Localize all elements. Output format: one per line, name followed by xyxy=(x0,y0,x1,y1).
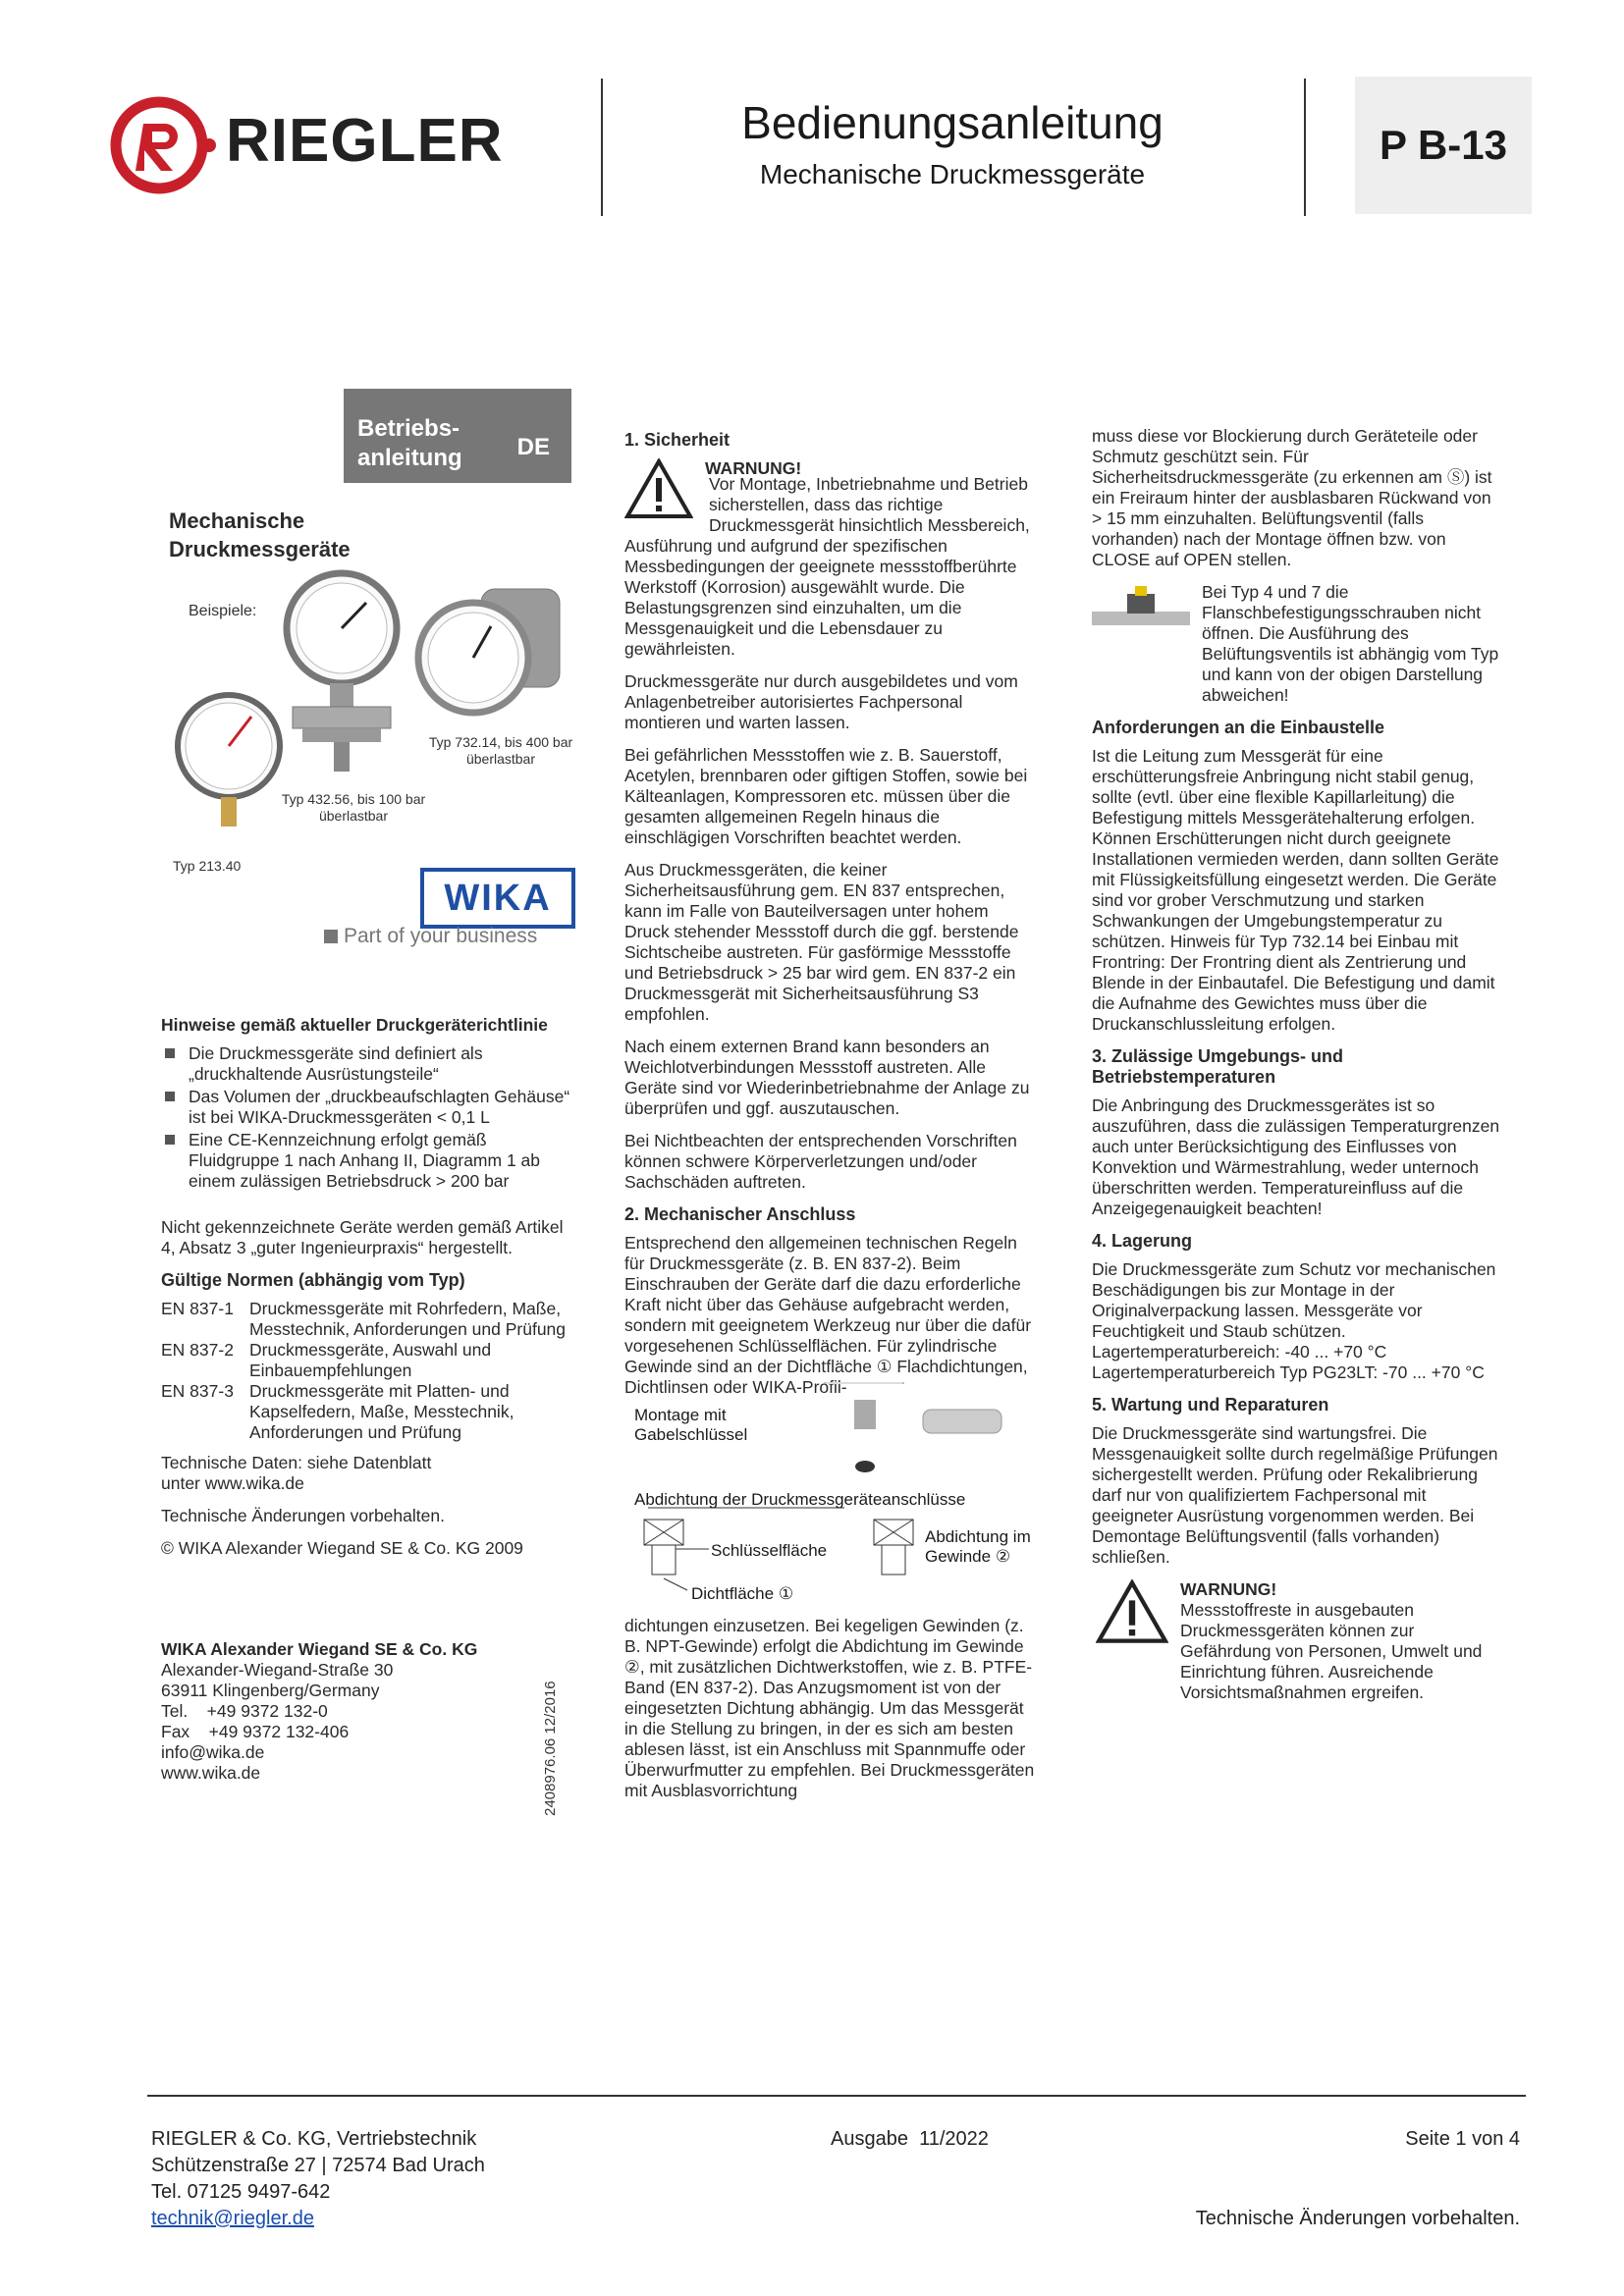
section-title-sicherheit: 1. Sicherheit xyxy=(624,430,731,450)
norm-row xyxy=(161,1340,573,1381)
wika-slogan: Part of your business xyxy=(344,925,538,947)
paragraph: Die Druckmessgeräte sind wartungsfrei. Die Messgenauigkeit sollte durch regelmäßige Prüfungen sichergestellt werden. Prüfung oder Rekalibrierung darf nur von qualifiziertem Fachpersonal mit geeigneter Ausrüstung vorgenommen werden. Bei Demontage Belüftungsventil (falls vorhanden) schließen. xyxy=(1092,1423,1498,1567)
connection-figure xyxy=(628,1382,1031,1608)
norm-text: Druckmessgeräte, Auswahl und Einbauempfehlungen xyxy=(249,1340,492,1380)
hinweise-title: Hinweise gemäß aktueller Druckgeräterichtlinie xyxy=(161,1015,548,1035)
paragraph: Ist die Leitung zum Messgerät für eine erschütterungsfreie Anbringung nicht stabil genug, sollte (evtl. über eine flexible Kapillarleitung) die Befestigung mittels Messgerätehalterung erfolgen. Können Erschütterungen nicht durch geeignete Installationen vermieden werden, dann sollten Geräte mit Flüssigkeitsfüllung eingesetzt werden. Die Geräte sind vor grober Verschmutzung und starken Schwankungen der Umgebungstemperatur zu schützen. Hinweis für Typ 732.14 bei Einbau mit Frontring: Der Frontring dient als Zentrierung und Blende in der Einbautafel. Die Befestigung und damit die Aufnahme des Gewichtes muss über die Druckanschlussleitung erfolgen. xyxy=(1092,746,1499,1034)
list-item: Eine CE-Kennzeichnung erfolgt gemäß Fluidgruppe 1 nach Anhang II, Diagramm 1 ab einem zulässigen Betriebsdruck > 200 bar xyxy=(161,1130,573,1192)
fig-label-typ-732: Typ 732.14, bis 400 bar überlastbar xyxy=(428,734,573,767)
brand-name: RIEGLER xyxy=(226,107,504,175)
footer-edition: Ausgabe 11/2022 xyxy=(831,2128,989,2150)
fig-schluessel-label: Schlüsselfläche xyxy=(711,1541,828,1560)
warning-title: WARNUNG! xyxy=(705,458,802,478)
manual-tag-lang: DE xyxy=(516,434,550,460)
manual-tag xyxy=(344,389,571,483)
section-title-wartung: 5. Wartung und Reparaturen xyxy=(1092,1395,1329,1415)
footer-street: Schützenstraße 27 | 72574 Bad Urach xyxy=(151,2155,485,2176)
warning-block xyxy=(1096,1579,1504,1703)
fig-label-typ-432: Typ 432.56, bis 100 bar überlastbar xyxy=(281,791,426,824)
manual-tag-title: Betriebs-anleitung xyxy=(357,415,462,471)
paragraph: muss diese vor Blockierung durch Geräteteile oder Schmutz geschützt sein. Für Sicherheitsdruckmessgeräte (zu erkennen am Ⓢ) ist ein Freiraum hinter der ausblasbaren Rückwand von > 15 mm einzuhalten. Belüftungsventil (falls vorhanden) nach der Montage öffnen bzw. von CLOSE auf OPEN stellen. xyxy=(1092,426,1492,569)
column-middle xyxy=(624,420,1037,1410)
footer-page: Seite 1 von 4 xyxy=(1405,2128,1520,2150)
column-right xyxy=(1092,426,1504,1703)
warning-icon xyxy=(1096,1579,1168,1644)
norm-code: EN 837-1 xyxy=(161,1299,234,1318)
norm-text: Druckmessgeräte mit Rohrfedern, Maße, Messtechnik, Anforderungen und Prüfung xyxy=(249,1299,567,1339)
fig-label-typ-213: Typ 213.40 xyxy=(173,858,242,874)
paragraph: dichtungen einzusetzen. Bei kegeligen Gewinden (z. B. NPT-Gewinde) erfolgt die Abdichtung im Gewinde ②, mit zusätzlichen Dichtwerkstoffen, wie z. B. PTFE-Band (EN 837-2). Das Anzugsmoment ist von der eingesetzten Dichtung abhängig. Um das Messgerät in die Stellung zu bringen, in der es sich am besten ablesen lässt, ist ein Anschluss mit Spannmuffe oder Überwurfmutter zu empfehlen. Bei Druckmessgeräten mit Ausblasvorrichtung xyxy=(624,1616,1035,1800)
page-subtitle: Mechanische Druckmessgeräte xyxy=(759,159,1146,189)
norm-code: EN 837-3 xyxy=(161,1381,234,1401)
hinweise-list xyxy=(161,1043,573,1192)
fig-dicht-label: Dichtfläche ① xyxy=(691,1584,794,1603)
riegler-logo-icon xyxy=(110,94,218,202)
paragraph: Bei Nichtbeachten der entsprechenden Vorschriften können schwere Körperverletzungen und/oder Sachschäden auftreten. xyxy=(624,1131,1017,1192)
product-title: Mechanische Druckmessgeräte xyxy=(169,508,351,561)
footer-disclaimer: Technische Änderungen vorbehalten. xyxy=(1195,2208,1520,2229)
fig-gewinde-label: Abdichtung im Gewinde ② xyxy=(925,1527,1031,1566)
paragraph: Druckmessgeräte nur durch ausgebildetes und vom Anlagenbetreiber autorisiertes Fachpersonal montieren und warten lassen. xyxy=(624,671,1018,732)
footer-tel: Tel. 07125 9497-642 xyxy=(151,2181,331,2203)
wika-slogan-wrap xyxy=(324,925,537,948)
company-name: WIKA Alexander Wiegand SE & Co. KG xyxy=(161,1639,478,1659)
normen-title: Gültige Normen (abhängig vom Typ) xyxy=(161,1270,465,1290)
warning-text: Messstoffreste in ausgebauten Druckmessgeräten können zur Gefährdung von Personen, Umwelt und Einrichtung führen. Ausreichende Vorsichtsmaßnahmen ergreifen. xyxy=(1180,1600,1483,1702)
nicht-gekennzeichnet-text: Nicht gekennzeichnete Geräte werden gemäß Artikel 4, Absatz 3 „guter Ingenieurpraxis“ hergestellt. xyxy=(161,1217,564,1257)
square-icon xyxy=(324,930,338,943)
list-item: Das Volumen der „druckbeaufschlagten Gehäuse“ ist bei WIKA-Druckmessgeräten < 0,1 L xyxy=(161,1087,573,1128)
section-title-einbau: Anforderungen an die Einbaustelle xyxy=(1092,718,1385,737)
paragraph: Aus Druckmessgeräten, die keiner Sicherheitsausführung gem. EN 837 entsprechen, kann im Falle von Bauteilversagen unter hohem Druck stehender Messstoff durch die ggf. berstende Sichtscheibe austreten. Für gasförmige Messstoffe und Betriebsdruck > 25 bar wird gem. EN 837-2 ein Druckmessgerät mit Sicherheitsausführung S3 empfohlen. xyxy=(624,860,1019,1024)
footer-company: RIEGLER & Co. KG, Vertriebstechnik xyxy=(151,2128,477,2150)
list-item: Die Druckmessgeräte sind definiert als „druckhaltende Ausrüstungsteile“ xyxy=(161,1043,573,1085)
copyright: © WIKA Alexander Wiegand SE & Co. KG 2009 xyxy=(161,1538,523,1558)
column-middle-continued xyxy=(624,1616,1037,1813)
column-left xyxy=(161,1005,573,1571)
vent-valve-icon xyxy=(1092,582,1190,641)
page-title: Bedienungsanleitung xyxy=(741,97,1164,148)
footer-divider xyxy=(147,2095,1526,2097)
flange-block xyxy=(1092,582,1504,706)
norm-code: EN 837-2 xyxy=(161,1340,234,1360)
riegler-logo xyxy=(110,94,542,202)
paragraph: Entsprechend den allgemeinen technischen Regeln für Druckmessgeräte (z. B. EN 837-2). Beim Einschrauben der Geräte darf die dazu erforderliche Kraft nicht über das Gehäuse aufgebracht werden, sondern mit geeignetem Werkzeug nur über die dafür vorgesehenen Schlüsselflächen. Für zylindrische Gewinde sind an der Dichtfläche ① Flachdichtungen, Dichtlinsen oder WIKA-Profil- xyxy=(624,1233,1032,1397)
paragraph: Bei Typ 4 und 7 die Flanschbefestigungsschrauben nicht öffnen. Die Ausführung des Belüftungsventils ist abhängig vom Typ und kann von der obigen Darstellung abweichen! xyxy=(1202,582,1499,705)
footer-address xyxy=(151,2126,485,2232)
examples-label: Beispiele: xyxy=(189,603,257,619)
header-divider xyxy=(601,79,603,216)
address-line: info@wika.de xyxy=(161,1742,265,1762)
paragraph: Die Anbringung des Druckmessgerätes ist so auszuführen, dass die zulässigen Temperaturgrenzen auch unter Berücksichtigung des Einflusses von Konvektion und Wärmestrahlung, weder unternoch überschritten werden. Temperatureinfluss auf die Anzeigegenauigkeit beachten! xyxy=(1092,1095,1500,1218)
norm-text: Druckmessgeräte mit Platten- und Kapselfedern, Maße, Messtechnik, Anforderungen und Prüfung xyxy=(249,1381,514,1442)
address-line: www.wika.de xyxy=(161,1763,261,1783)
section-title-anschluss: 2. Mechanischer Anschluss xyxy=(624,1204,856,1224)
section-title-temperaturen: 3. Zulässige Umgebungs- und Betriebstemperaturen xyxy=(1092,1046,1344,1087)
company-address xyxy=(161,1639,514,1784)
address-line: Alexander-Wiegand-Straße 30 xyxy=(161,1660,394,1680)
document-code: P B-13 xyxy=(1380,122,1507,168)
paragraph: Nach einem externen Brand kann besonders an Weichlotverbindungen Messstoff austreten. Alle Geräte sind vor Wiederinbetriebnahme der Anlage zu überprüfen und ggf. auszutauschen. xyxy=(624,1037,1030,1118)
paragraph: Bei gefährlichen Messstoffen wie z. B. Sauerstoff, Acetylen, brennbaren oder giftigen Stoffen, sowie bei Kälteanlagen, Kompressoren etc. müssen über die gesamten allgemeinen Regeln hinaus die einschlägigen Vorschriften beachtet werden. xyxy=(624,745,1028,847)
section-title-lagerung: 4. Lagerung xyxy=(1092,1231,1193,1251)
document-code-box xyxy=(1355,77,1532,214)
vertical-doc-code: 2408976.06 12/2016 xyxy=(542,1681,559,1816)
warning-text-content: Vor Montage, Inbetriebnahme und Betrieb sicherstellen, dass das richtige Druckmessgerät hinsichtlich Messbereich, Ausführung und aufgrund der spezifischen Messbedingungen der geeignete messstoffberührte Werkstoff (Korrosion) ausgewählt wurde. Die Belastungsgrenzen sind einzuhalten, um die Messgenauigkeit und die Lebensdauer zu gewährleisten. xyxy=(624,474,1030,659)
warning-icon xyxy=(624,458,693,519)
address-line: Fax +49 9372 132-406 xyxy=(161,1722,350,1741)
warning-title: WARNUNG! xyxy=(1180,1579,1277,1599)
wika-logo-text: WIKA xyxy=(444,878,552,919)
tech-aenderungen: Technische Änderungen vorbehalten. xyxy=(161,1506,445,1525)
wika-logo xyxy=(420,868,575,929)
norm-row xyxy=(161,1381,573,1443)
norm-row xyxy=(161,1299,573,1340)
footer-email-link[interactable]: technik@riegler.de xyxy=(151,2208,314,2229)
fig-montage-label: Montage mit Gabelschlüssel xyxy=(634,1406,748,1444)
address-line: Tel. +49 9372 132-0 xyxy=(161,1701,328,1721)
fig-abdichtung-label: Abdichtung der Druckmessgeräteanschlüsse xyxy=(634,1490,966,1509)
tech-daten: Technische Daten: siehe Datenblatt unter www.wika.de xyxy=(161,1453,432,1493)
paragraph: Die Druckmessgeräte zum Schutz vor mechanischen Beschädigungen bis zur Montage in der Originalverpackung lassen. Messgeräte vor Feuchtigkeit und Staub schützen. Lagertemperaturbereich: -40 ... +70 °C Lagertemperaturbereich Typ PG23LT: -70 ... +70 °C xyxy=(1092,1259,1496,1382)
address-line: 63911 Klingenberg/Germany xyxy=(161,1681,380,1700)
header-divider xyxy=(1304,79,1306,216)
